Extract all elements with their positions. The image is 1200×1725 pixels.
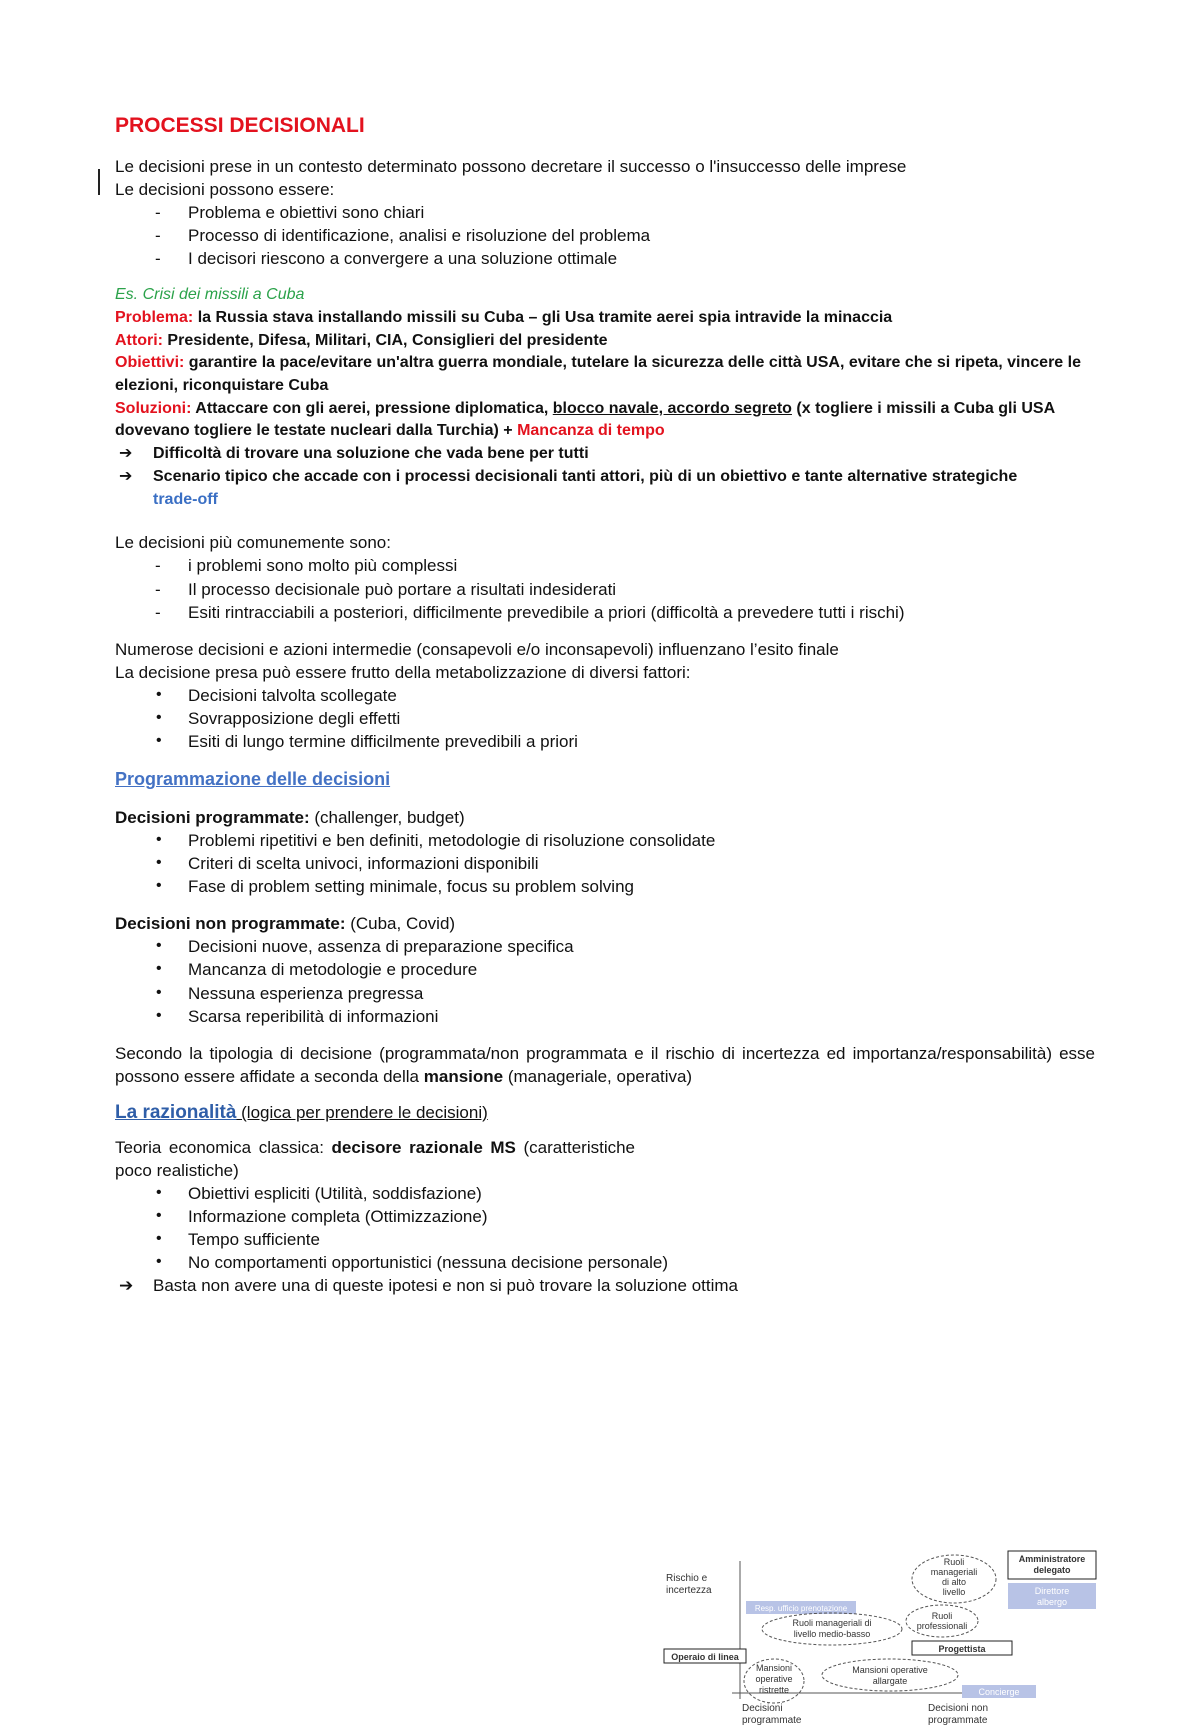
amministratore-1: Amministratore bbox=[1018, 1554, 1086, 1564]
arrow-text-2: Scenario tipico che accade con i processi decisionali tanti attori, più di un obiettivo e tante alternative strategiche bbox=[153, 467, 1018, 485]
numerose-line-1: Numerose decisioni e azioni intermedie (consapevoli e/o inconsapevoli) influenzano l’esito finale bbox=[115, 639, 839, 659]
amministratore-2: delegato bbox=[1033, 1565, 1071, 1575]
soluzioni-underlined: blocco navale, accordo segreto bbox=[552, 399, 792, 417]
mansione-bold: mansione bbox=[423, 1066, 504, 1086]
common-line: Le decisioni più comunemente sono: bbox=[115, 533, 391, 553]
list-item: • No comportamenti opportunistici (nessuna decisione personale) bbox=[115, 1251, 1095, 1274]
attori-text: Presidente, Difesa, Militari, CIA, Consiglieri del presidente bbox=[162, 331, 608, 349]
arrow-text-1: Difficoltà di trovare una soluzione che vada bene per tutti bbox=[153, 445, 589, 463]
resp-tag: Resp. ufficio prenotazione bbox=[754, 1604, 848, 1613]
intro-list bbox=[115, 201, 1095, 270]
prog-label: Decisioni programmate: bbox=[115, 807, 310, 827]
intro-line-2: Le decisioni possono essere: bbox=[115, 179, 335, 199]
diagram-x-left-2: programmate bbox=[742, 1715, 802, 1725]
numerose-line-2: La decisione presa può essere frutto della metabolizzazione di diversi fattori: bbox=[115, 662, 691, 682]
ruoli-prof-1: Ruoli bbox=[931, 1611, 953, 1621]
list-item: - I decisori riescono a convergere a una soluzione ottimale bbox=[115, 247, 1095, 270]
mansioni-1: Mansioni bbox=[755, 1663, 793, 1673]
tradeoff: trade-off bbox=[153, 490, 218, 508]
mancanza-tempo: Mancanza di tempo bbox=[517, 422, 665, 440]
intro-line-1: Le decisioni prese in un contesto determinato possono decretare il successo o l'insuccesso delle imprese bbox=[115, 156, 907, 176]
soluzioni-label: Soluzioni: bbox=[115, 399, 192, 417]
attori-label: Attori: bbox=[115, 331, 163, 349]
ruoli-alto-2: manageriali bbox=[930, 1567, 978, 1577]
arrow-icon: ➔ bbox=[119, 445, 133, 463]
ruoli-prof-2: professionali bbox=[916, 1621, 968, 1631]
list-item: • Scarsa reperibilità di informazioni bbox=[115, 1005, 1095, 1028]
arrow-icon: ➔ bbox=[119, 467, 133, 485]
list-item: • Esiti di lungo termine difficilmente prevedibili a priori bbox=[115, 730, 1095, 753]
list-item: • Criteri di scelta univoci, informazioni disponibili bbox=[115, 852, 1095, 875]
mansioni-allargate-1: Mansioni operative bbox=[852, 1665, 928, 1675]
teoria-paragraph: Teoria economica classica: decisore razionale MS (caratteristiche poco realistiche) bbox=[115, 1137, 635, 1180]
list-item: • Decisioni talvolta scollegate bbox=[115, 684, 1095, 707]
list-item: - Il processo decisionale può portare a risultati indesiderati bbox=[115, 578, 1095, 601]
razionalita-note: (logica per prendere le decisioni) bbox=[236, 1102, 488, 1122]
list-item: • Decisioni nuove, assenza di preparazione specifica bbox=[115, 935, 1095, 958]
nonprog-note: (Cuba, Covid) bbox=[345, 914, 456, 934]
progettista-box: Progettista bbox=[938, 1644, 986, 1654]
arrow-icon: ➔ bbox=[119, 1276, 134, 1296]
obiettivi-text: garantire la pace/evitare un'altra guerra mondiale, tutelare la sicurezza delle città USA, evitare che si ripeta, vincere le elezioni, riconquistare Cuba bbox=[115, 354, 1081, 394]
example-heading: Es. Crisi dei missili a Cuba bbox=[115, 286, 305, 304]
nonprog-list bbox=[115, 935, 1095, 1027]
prog-note: (challenger, budget) bbox=[309, 807, 465, 827]
obiettivi-label: Obiettivi: bbox=[115, 354, 185, 372]
operaio-box: Operaio di linea bbox=[671, 1652, 739, 1662]
soluzioni-text: Attaccare con gli aerei, pressione diplomatica, bbox=[191, 399, 553, 417]
example-block bbox=[115, 284, 1095, 511]
razionalita-list bbox=[115, 1182, 1095, 1274]
list-item: - Esiti rintracciabili a posteriori, difficilmente prevedibile a priori (difficoltà a prevedere tutti i rischi) bbox=[115, 601, 1095, 624]
direttore-1: Direttore bbox=[1034, 1586, 1070, 1596]
diagram-x-right-1: Decisioni non bbox=[928, 1703, 989, 1714]
list-item: • Fase di problem setting minimale, focus su problem solving bbox=[115, 875, 1095, 898]
nonprog-label: Decisioni non programmate: bbox=[115, 914, 346, 934]
ruoli-alto-3: di alto bbox=[941, 1577, 967, 1587]
concierge-tag: Concierge bbox=[978, 1687, 1020, 1697]
page-title: PROCESSI DECISIONALI bbox=[115, 114, 365, 137]
diagram-x-left-1: Decisioni bbox=[742, 1703, 783, 1714]
common-list bbox=[115, 554, 1095, 623]
mansioni-2: operative bbox=[755, 1674, 793, 1684]
razionalita-arrow-text: Basta non avere una di queste ipotesi e non si può trovare la soluzione ottima bbox=[153, 1276, 738, 1296]
decisore-bold: decisore razionale MS bbox=[331, 1137, 516, 1157]
text-cursor bbox=[98, 169, 100, 195]
problema-label: Problema: bbox=[115, 308, 194, 326]
ruoli-alto-4: livello bbox=[942, 1587, 966, 1597]
list-item: • Mancanza di metodologie e procedure bbox=[115, 958, 1095, 981]
ruoli-medio-2: livello medio-basso bbox=[793, 1629, 871, 1639]
list-item: - i problemi sono molto più complessi bbox=[115, 554, 1095, 577]
soluzioni-text-2: (x togliere i missili a Cuba gli USA dovevano togliere le testate nucleari dalla Turchia) + bbox=[115, 399, 1055, 440]
list-item: • Informazione completa (Ottimizzazione) bbox=[115, 1205, 1095, 1228]
list-item: - Processo di identificazione, analisi e risoluzione del problema bbox=[115, 224, 1095, 247]
list-item: • Obiettivi espliciti (Utilità, soddisfazione) bbox=[115, 1182, 1095, 1205]
diagram-y-label-2: incertezza bbox=[666, 1585, 712, 1596]
list-item: • Problemi ripetitivi e ben definiti, metodologie di risoluzione consolidate bbox=[115, 829, 1095, 852]
razionalita-heading[interactable]: La razionalità bbox=[115, 1101, 237, 1123]
mansioni-diagram bbox=[662, 1549, 1100, 1725]
diagram-x-right-2: programmate bbox=[928, 1715, 988, 1725]
mansioni-3: ristrette bbox=[758, 1685, 790, 1695]
programmazione-heading[interactable]: Programmazione delle decisioni bbox=[115, 769, 391, 790]
ruoli-alto-1: Ruoli bbox=[943, 1557, 965, 1567]
prog-list bbox=[115, 829, 1095, 898]
ruoli-medio-1: Ruoli manageriali di bbox=[792, 1618, 872, 1628]
list-item: • Tempo sufficiente bbox=[115, 1228, 1095, 1251]
diagram-y-label-1: Rischio e bbox=[666, 1573, 708, 1584]
secondo-paragraph: Secondo la tipologia di decisione (programmata/non programmata e il rischio di incertezza ed importanza/responsabilità) esse possono essere affidate a seconda della mansione (manageriale, operativa) bbox=[115, 1043, 1095, 1086]
list-item: - Problema e obiettivi sono chiari bbox=[115, 201, 1095, 224]
problema-text: la Russia stava installando missili su Cuba – gli Usa tramite aerei spia intravide la minaccia bbox=[193, 308, 893, 326]
mansioni-allargate-2: allargate bbox=[872, 1676, 908, 1686]
list-item: • Nessuna esperienza pregressa bbox=[115, 982, 1095, 1005]
numerose-list bbox=[115, 684, 1095, 753]
direttore-2: albergo bbox=[1036, 1597, 1068, 1607]
list-item: • Sovrapposizione degli effetti bbox=[115, 707, 1095, 730]
